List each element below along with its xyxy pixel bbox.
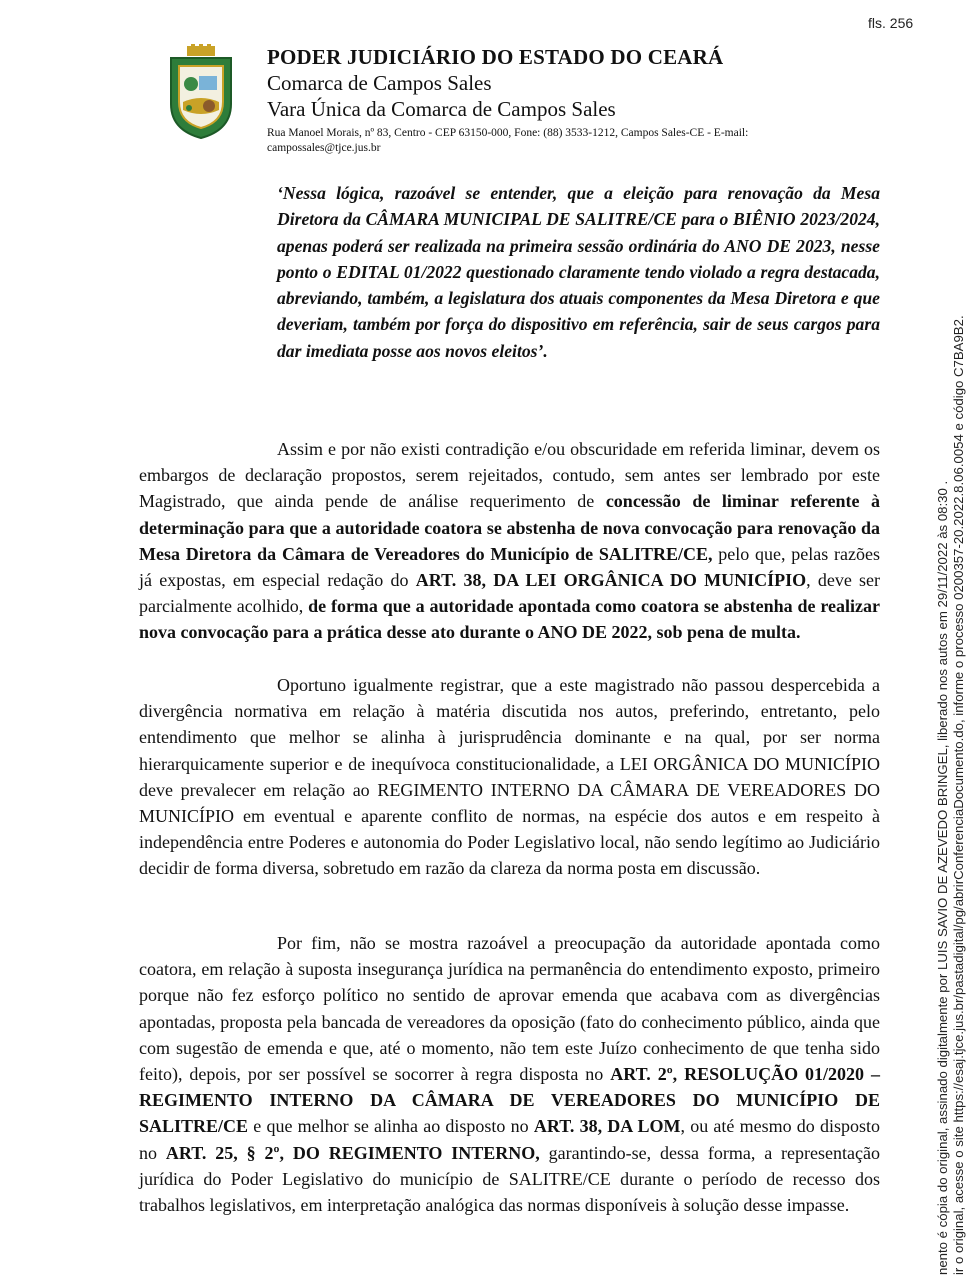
digital-signature-sidebar <box>930 0 971 1280</box>
paragraph-3-bold-c: ART. 25, § 2º, DO REGIMENTO INTERNO, <box>165 1142 540 1163</box>
quoted-passage: ‘Nessa lógica, razoável se entender, que a eleição para renovação da Mesa Diretora da CÂMARA MUNICIPAL DE SALITRE/CE para o BIÊNIO 2023/2024, apenas poderá ser realizada na primeira sessão ordinária do ANO DE 2023, nesse ponto o EDITAL 01/2022 questionado claramente tendo violado a regra destacada, abreviando, também, a legislatura dos atuais componentes da Mesa Diretora e que deveriam, também por força do dispositivo em referência, sair de seus cargos para dar imediata posse aos novos eleitos’. <box>277 183 880 361</box>
paragraph-2 <box>139 672 880 882</box>
paragraph-1 <box>139 436 880 646</box>
paragraph-3-bold-b: ART. 38, DA LOM <box>533 1116 681 1137</box>
court-header <box>267 44 847 156</box>
paragraph-3-text-d: garantindo-se, dessa forma, a representação jurídica do Poder Legislativo do município de SALITRE/CE durante o período de recesso dos trabalhos legislativos, em interpretação analógica das normas disponíveis à solução desse impasse. <box>139 1142 880 1216</box>
paragraph-3-text-a: Por fim, não se mostra razoável a preocupação da autoridade apontada como coatora, em relação à suposta insegurança jurídica na permanência do entendimento exposto, primeiro porque não fez esforço político no sentido de aprovar emenda que acabava com as divergências apontadas, proposta pela bancada de vereadores da oposição (fato do conhecimento público, ainda que com sugestão de emenda e que, até o momento, não tem este Juízo conhecimento de que tenha sido feito), depois, por ser possível se socorrer à regra disposta no <box>139 933 880 1085</box>
signature-stamp-text <box>935 5 967 1275</box>
page-number: fls. 256 <box>868 15 914 31</box>
paragraph-3 <box>139 930 880 1218</box>
signature-line-2: ir o original, acesse o site https://esaj.tjce.jus.br/pastadigital/pg/abrirConferenciaDocumento.do, informe o processo 0200357-20.2022.8.06.0054 e código C7BA9B2. <box>950 315 966 1275</box>
paragraph-1-bold-b: ART. 38, DA LEI ORGÂNICA DO MUNICÍPIO <box>415 570 807 591</box>
comarca-name: Comarca de Campos Sales <box>267 71 492 95</box>
paragraph-1-bold-c: de forma que a autoridade apontada como coatora se abstenha de realizar nova convocação para a prática desse ato durante o ANO DE 2022, sob pena de multa. <box>139 596 880 643</box>
paragraph-1-bold-a: concessão de liminar referente à determinação para que a autoridade coatora se abstenha de nova convocação para renovação da Mesa Diretora da Câmara de Vereadores do Município de SALITRE/CE, <box>139 491 880 564</box>
paragraph-3-bold-a: ART. 2º, RESOLUÇÃO 01/2020 – REGIMENTO INTERNO DA CÂMARA DE VEREADORES DO MUNICÍPIO DE SALITRE/CE <box>139 1064 880 1137</box>
paragraph-1-text-b: pelo que, pelas razões já expostas, em especial redação do <box>139 543 880 591</box>
paragraph-1-text-a: Assim e por não existi contradição e/ou obscuridade em referida liminar, devem os embargos de declaração propostos, serem rejeitados, contudo, sem antes ser lembrado por este Magistrado, que ainda pende de análise requerimento de <box>139 439 880 512</box>
court-title: PODER JUDICIÁRIO DO ESTADO DO CEARÁ <box>267 45 724 69</box>
vara-name: Vara Única da Comarca de Campos Sales <box>267 97 616 121</box>
paragraph-3-text-c: , ou até mesmo do disposto no <box>139 1116 880 1163</box>
court-address: Rua Manoel Morais, nº 83, Centro - CEP 63150-000, Fone: (88) 3533-1212, Campos Sales-CE - E-mail: campossales@tjce.jus.br <box>267 127 749 154</box>
paragraph-2-text: Oportuno igualmente registrar, que a este magistrado não passou despercebida a divergência normativa em relação à matéria discutida nos autos, preferindo, entretanto, pelo entendimento que melhor se alinha à jurisprudência dominante e na qual, por ser norma hierarquicamente superior e de inequívoca constitucionalidade, a LEI ORGÂNICA DO MUNICÍPIO deve prevalecer em relação ao REGIMENTO INTERNO DA CÂMARA DE VEREADORES DO MUNICÍPIO em eventual e aparente conflito de normas, na espécie dos autos e em respeito à independência entre Poderes e autonomia do Poder Legislativo local, não sendo legítimo ao Judiciário decidir de forma diversa, sobretudo em razão da clareza da norma posta em discussão. <box>139 675 880 879</box>
signature-line-1: nento é cópia do original, assinado digitalmente por LUIS SAVIO DE AZEVEDO BRINGEL, liberado nos autos em 29/11/2022 às 08:30 . <box>934 480 950 1275</box>
paragraph-1-text-c: , deve ser parcialmente acolhido, <box>139 570 881 617</box>
state-coat-of-arms-icon <box>165 44 237 140</box>
paragraph-3-text-b: e que melhor se alinha ao disposto no <box>248 1116 534 1137</box>
